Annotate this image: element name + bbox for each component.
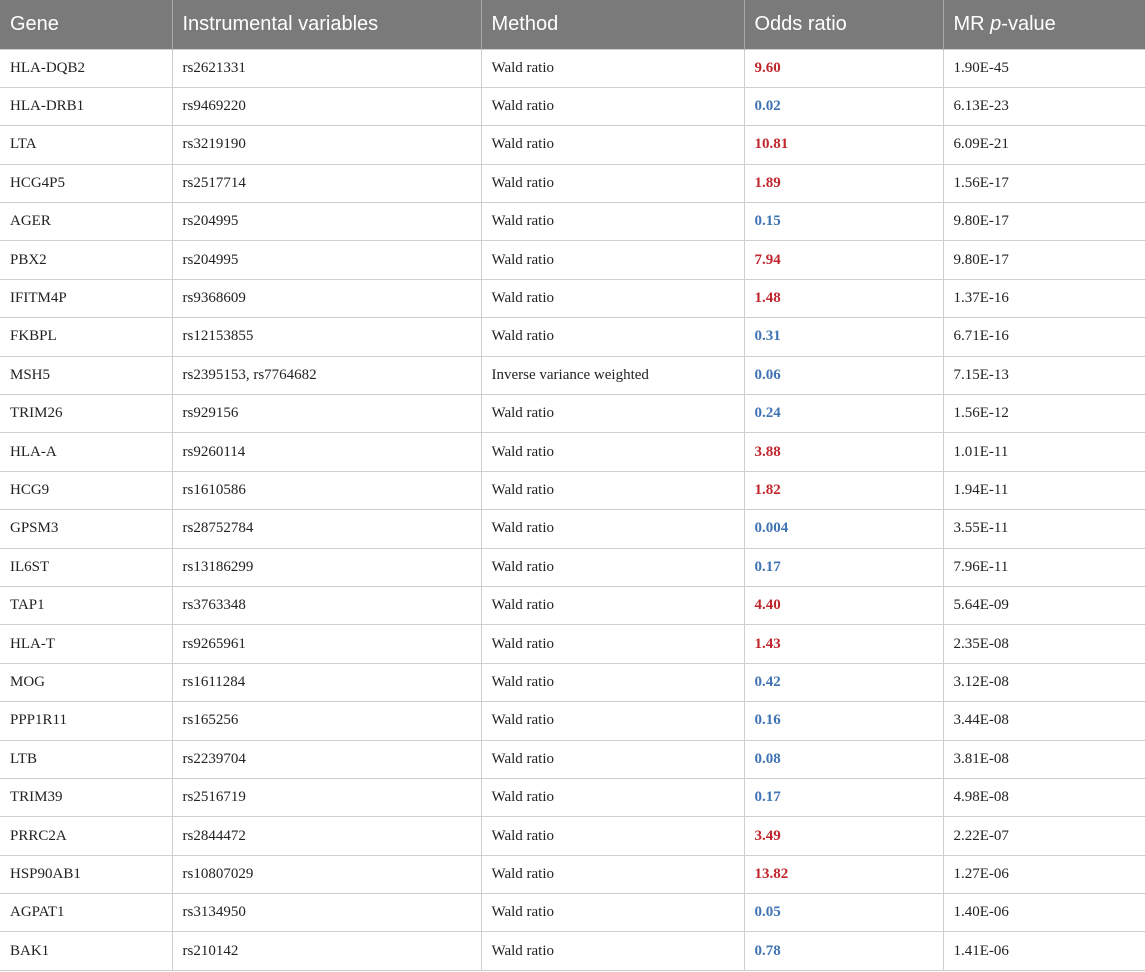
method-cell: Wald ratio xyxy=(481,203,744,241)
method-cell: Wald ratio xyxy=(481,548,744,586)
odds-ratio-cell: 13.82 xyxy=(744,855,943,893)
table-row xyxy=(0,625,1145,663)
gene-cell: AGER xyxy=(0,203,172,241)
gene-cell: HLA-DRB1 xyxy=(0,87,172,125)
odds-ratio-cell: 0.06 xyxy=(744,356,943,394)
odds-ratio-cell: 0.004 xyxy=(744,510,943,548)
table-row xyxy=(0,894,1145,932)
mr-p-value-cell: 2.22E-07 xyxy=(943,817,1145,855)
odds-ratio-cell: 9.60 xyxy=(744,49,943,87)
odds-ratio-cell: 0.08 xyxy=(744,740,943,778)
odds-ratio-cell: 0.78 xyxy=(744,932,943,970)
table-row xyxy=(0,164,1145,202)
gene-cell: HLA-A xyxy=(0,433,172,471)
method-cell: Wald ratio xyxy=(481,817,744,855)
odds-ratio-cell: 4.40 xyxy=(744,586,943,624)
gene-cell: PRRC2A xyxy=(0,817,172,855)
method-cell: Wald ratio xyxy=(481,395,744,433)
instrumental-variables-cell: rs2239704 xyxy=(172,740,481,778)
gene-cell: TAP1 xyxy=(0,586,172,624)
method-cell: Inverse variance weighted xyxy=(481,356,744,394)
mr-p-value-cell: 6.13E-23 xyxy=(943,87,1145,125)
table-row xyxy=(0,586,1145,624)
instrumental-variables-cell: rs1610586 xyxy=(172,471,481,509)
method-cell: Wald ratio xyxy=(481,241,744,279)
gene-cell: BAK1 xyxy=(0,932,172,970)
mr-p-value-cell: 1.37E-16 xyxy=(943,279,1145,317)
mr-p-value-cell: 6.09E-21 xyxy=(943,126,1145,164)
gene-cell: IL6ST xyxy=(0,548,172,586)
gene-cell: AGPAT1 xyxy=(0,894,172,932)
table-row xyxy=(0,548,1145,586)
mr-p-value-cell: 1.40E-06 xyxy=(943,894,1145,932)
table-row xyxy=(0,740,1145,778)
gene-cell: PPP1R11 xyxy=(0,702,172,740)
odds-ratio-cell: 0.17 xyxy=(744,548,943,586)
table-row xyxy=(0,203,1145,241)
instrumental-variables-cell: rs929156 xyxy=(172,395,481,433)
table-row xyxy=(0,778,1145,816)
table-row xyxy=(0,318,1145,356)
gene-cell: HCG9 xyxy=(0,471,172,509)
table-row xyxy=(0,87,1145,125)
table-row xyxy=(0,241,1145,279)
header-mr-p-italic: p xyxy=(990,12,1002,35)
instrumental-variables-cell: rs9260114 xyxy=(172,433,481,471)
method-cell: Wald ratio xyxy=(481,740,744,778)
method-cell: Wald ratio xyxy=(481,433,744,471)
header-mr-p-value xyxy=(943,0,1145,49)
mr-p-value-cell: 7.96E-11 xyxy=(943,548,1145,586)
method-cell: Wald ratio xyxy=(481,663,744,701)
table-row xyxy=(0,932,1145,970)
header-instrumental-variables: Instrumental variables xyxy=(172,0,481,49)
table-row xyxy=(0,279,1145,317)
mr-p-value-cell: 3.44E-08 xyxy=(943,702,1145,740)
instrumental-variables-cell: rs13186299 xyxy=(172,548,481,586)
gene-cell: HLA-DQB2 xyxy=(0,49,172,87)
gene-cell: MSH5 xyxy=(0,356,172,394)
gene-cell: GPSM3 xyxy=(0,510,172,548)
instrumental-variables-cell: rs204995 xyxy=(172,203,481,241)
mr-p-value-cell: 5.64E-09 xyxy=(943,586,1145,624)
gene-cell: HSP90AB1 xyxy=(0,855,172,893)
method-cell: Wald ratio xyxy=(481,279,744,317)
mr-p-value-cell: 3.55E-11 xyxy=(943,510,1145,548)
odds-ratio-cell: 0.42 xyxy=(744,663,943,701)
table-body xyxy=(0,49,1145,970)
table-row xyxy=(0,49,1145,87)
header-method: Method xyxy=(481,0,744,49)
mr-p-value-cell: 1.01E-11 xyxy=(943,433,1145,471)
method-cell: Wald ratio xyxy=(481,894,744,932)
mr-p-value-cell: 1.27E-06 xyxy=(943,855,1145,893)
table-row xyxy=(0,356,1145,394)
odds-ratio-cell: 0.31 xyxy=(744,318,943,356)
odds-ratio-cell: 3.88 xyxy=(744,433,943,471)
method-cell: Wald ratio xyxy=(481,855,744,893)
method-cell: Wald ratio xyxy=(481,625,744,663)
gene-cell: TRIM39 xyxy=(0,778,172,816)
instrumental-variables-cell: rs2844472 xyxy=(172,817,481,855)
gene-cell: LTA xyxy=(0,126,172,164)
odds-ratio-cell: 0.15 xyxy=(744,203,943,241)
odds-ratio-cell: 0.24 xyxy=(744,395,943,433)
mr-p-value-cell: 1.56E-17 xyxy=(943,164,1145,202)
table-row xyxy=(0,395,1145,433)
odds-ratio-cell: 0.17 xyxy=(744,778,943,816)
method-cell: Wald ratio xyxy=(481,702,744,740)
gene-cell: MOG xyxy=(0,663,172,701)
table-row xyxy=(0,817,1145,855)
instrumental-variables-cell: rs1611284 xyxy=(172,663,481,701)
mr-p-value-cell: 9.80E-17 xyxy=(943,241,1145,279)
table-row xyxy=(0,702,1145,740)
gene-cell: TRIM26 xyxy=(0,395,172,433)
method-cell: Wald ratio xyxy=(481,87,744,125)
gene-cell: LTB xyxy=(0,740,172,778)
instrumental-variables-cell: rs2516719 xyxy=(172,778,481,816)
mr-p-value-cell: 2.35E-08 xyxy=(943,625,1145,663)
gene-cell: PBX2 xyxy=(0,241,172,279)
odds-ratio-cell: 10.81 xyxy=(744,126,943,164)
instrumental-variables-cell: rs165256 xyxy=(172,702,481,740)
odds-ratio-cell: 7.94 xyxy=(744,241,943,279)
table-row xyxy=(0,471,1145,509)
method-cell: Wald ratio xyxy=(481,318,744,356)
gene-cell: IFITM4P xyxy=(0,279,172,317)
odds-ratio-cell: 3.49 xyxy=(744,817,943,855)
header-mr-prefix: MR xyxy=(953,12,991,35)
instrumental-variables-cell: rs3219190 xyxy=(172,126,481,164)
gene-cell: FKBPL xyxy=(0,318,172,356)
gene-cell: HCG4P5 xyxy=(0,164,172,202)
instrumental-variables-cell: rs210142 xyxy=(172,932,481,970)
instrumental-variables-cell: rs10807029 xyxy=(172,855,481,893)
instrumental-variables-cell: rs2621331 xyxy=(172,49,481,87)
mr-p-value-cell: 3.81E-08 xyxy=(943,740,1145,778)
table-row xyxy=(0,663,1145,701)
header-row xyxy=(0,0,1145,49)
header-gene: Gene xyxy=(0,0,172,49)
instrumental-variables-cell: rs28752784 xyxy=(172,510,481,548)
table-row xyxy=(0,510,1145,548)
odds-ratio-cell: 1.48 xyxy=(744,279,943,317)
odds-ratio-cell: 0.05 xyxy=(744,894,943,932)
instrumental-variables-cell: rs204995 xyxy=(172,241,481,279)
mr-p-value-cell: 4.98E-08 xyxy=(943,778,1145,816)
method-cell: Wald ratio xyxy=(481,510,744,548)
instrumental-variables-cell: rs9368609 xyxy=(172,279,481,317)
instrumental-variables-cell: rs9265961 xyxy=(172,625,481,663)
method-cell: Wald ratio xyxy=(481,932,744,970)
mr-p-value-cell: 1.56E-12 xyxy=(943,395,1145,433)
method-cell: Wald ratio xyxy=(481,164,744,202)
header-odds-ratio: Odds ratio xyxy=(744,0,943,49)
odds-ratio-cell: 1.89 xyxy=(744,164,943,202)
instrumental-variables-cell: rs3134950 xyxy=(172,894,481,932)
mr-p-value-cell: 9.80E-17 xyxy=(943,203,1145,241)
method-cell: Wald ratio xyxy=(481,586,744,624)
odds-ratio-cell: 1.43 xyxy=(744,625,943,663)
gene-cell: HLA-T xyxy=(0,625,172,663)
instrumental-variables-cell: rs3763348 xyxy=(172,586,481,624)
method-cell: Wald ratio xyxy=(481,778,744,816)
odds-ratio-cell: 0.02 xyxy=(744,87,943,125)
mr-p-value-cell: 7.15E-13 xyxy=(943,356,1145,394)
method-cell: Wald ratio xyxy=(481,471,744,509)
mr-p-value-cell: 1.41E-06 xyxy=(943,932,1145,970)
header-mr-suffix: -value xyxy=(1001,12,1056,35)
odds-ratio-cell: 0.16 xyxy=(744,702,943,740)
mr-p-value-cell: 3.12E-08 xyxy=(943,663,1145,701)
instrumental-variables-cell: rs12153855 xyxy=(172,318,481,356)
table-header xyxy=(0,0,1145,49)
odds-ratio-cell: 1.82 xyxy=(744,471,943,509)
instrumental-variables-cell: rs9469220 xyxy=(172,87,481,125)
table-row xyxy=(0,126,1145,164)
method-cell: Wald ratio xyxy=(481,49,744,87)
method-cell: Wald ratio xyxy=(481,126,744,164)
instrumental-variables-cell: rs2395153, rs7764682 xyxy=(172,356,481,394)
instrumental-variables-cell: rs2517714 xyxy=(172,164,481,202)
mr-p-value-cell: 1.94E-11 xyxy=(943,471,1145,509)
table-row xyxy=(0,433,1145,471)
table-row xyxy=(0,855,1145,893)
mr-p-value-cell: 6.71E-16 xyxy=(943,318,1145,356)
mr-p-value-cell: 1.90E-45 xyxy=(943,49,1145,87)
